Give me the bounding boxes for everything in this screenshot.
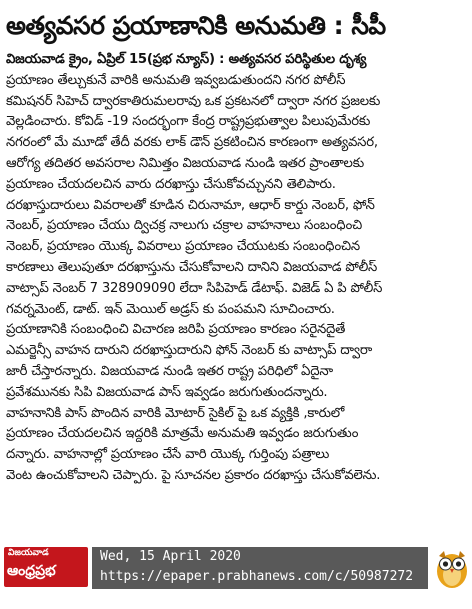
headline: అత్యవసర ప్రయాణానికి అనుమతి : సీపీ (6, 11, 386, 40)
owl-icon (434, 547, 470, 589)
article-line: ప్రయాణం చేయదలచిన వారు దరఖాస్తు చేసుకోవచ్చునని తెలిపారు. (6, 176, 336, 192)
article-line: నెంబర్, ప్రయాణం యొక్క వివరాలు ప్రయాణం చేయుటకు సంబంధించిన (6, 239, 360, 255)
article-line: వెల్లడించారు. కోవిడ్ -19 సందర్భంగా కేంద్ర రాష్ట్రప్రభుత్వాల పిలుపుమేరకు (6, 114, 371, 130)
article-line: ప్రయాణానికి సంబంధించి విచారణ జరిపి ప్రయాణం కారణం సరైనదైతే (6, 322, 346, 338)
article-line: జారీ చేస్తారన్నారు. విజయవాడ నుండి ఇతర రాష్ట్ర పరిధిలో ఏదైనా (6, 363, 333, 379)
edition-date: Wed, 15 April 2020 (100, 549, 241, 564)
article-line: ప్రయాణం తేల్చుకునే వారికి అనుమతి ఇవ్వబడుతుందని నగర పోలీస్ (6, 72, 346, 88)
masthead-edition: విజయవాడ (8, 548, 49, 558)
article-line: ప్రవేశమునకు సిపి విజయవాడ పాస్ ఇవ్వడం జరుగుతుందన్నారు. (6, 384, 328, 400)
article-body (6, 50, 468, 540)
article-line: దరఖాస్తుదారులు వివరాలతో కూడిన చిరునామా, ఆధార్ కార్డు నెంబర్, ఫోన్ (6, 197, 375, 213)
edition-url[interactable]: https://epaper.prabhanews.com/c/50987272 (100, 569, 414, 584)
article-line: దన్నారు. వాహనాల్లో ప్రయాణం చేసే వారి యొక్క గుర్తింపు పత్రాలు (6, 447, 330, 463)
article-line: వాహనానికి పాస్ పొందిన వారికి మోటార్ సైకిల్ పై ఒక వ్యక్తికి ,కారులో (6, 405, 345, 421)
article-line: నగరంలో మే మూడో తేదీ వరకు లాక్ డౌన్ ప్రకటించిన కారణంగా అత్యవసర, (6, 135, 378, 151)
article-line: ప్రయాణం చేయదలచిన ఇద్దరికి మాత్రమే అనుమతి ఇవ్వడం జరుగుతుం (6, 426, 359, 442)
article-line: విజయవాడ క్రైం, ఏప్రిల్ 15(ప్రభ న్యూస్) : అత్యవసర పరిస్థితుల దృశ్య (6, 52, 367, 67)
article-line: వెంట ఉంచుకోవాలని చెప్పారు. పై సూచనల ప్రకారం దరఖాస్తు చేసుకోవలెను. (6, 467, 381, 483)
article-line: వాట్సాప్ నెంబర్ 7 328909090 లేదా సిపిహెడ్ డేటాఫ్. విజెడ్ ఏ పి పోలీస్ (6, 280, 383, 296)
article-line: గవర్నమెంట్, డాట్. ఇన్ మెయిల్ అడ్రస్ కు పంపమని సూచించారు. (6, 301, 335, 317)
article-line: ఎమర్జెన్సీ వాహన దారుని దరఖాస్తుదారుని ఫోన్ నెంబర్ కు వాట్సాప్ ద్వారా (6, 343, 373, 359)
newspaper-logo (4, 547, 88, 587)
article-line: కారణాలు తెలుపుతూ దరఖాస్తును చేసుకోవాలని దానిని విజయవాడ పోలీస్ (6, 259, 378, 275)
epaper-footer (0, 541, 472, 609)
masthead-title: ఆంధ్రప్రభ (7, 563, 56, 579)
article-line: నెంబర్, ప్రయాణం చేయు ద్విచక్ర నాలుగు చక్రాల వాహనాలు సంబంధించి (6, 218, 362, 234)
edition-info-bar (92, 547, 428, 589)
article-line: ఆరోగ్య తదితర అవసరాల నిమిత్తం విజయవాడ నుండి ఇతర ప్రాంతాలకు (6, 155, 364, 171)
article-line: కమిషనర్ సిహెచ్ ద్వారకాతిరుమలరావు ఒక ప్రకటనలో ద్వారా నగర ప్రజలకు (6, 93, 381, 109)
